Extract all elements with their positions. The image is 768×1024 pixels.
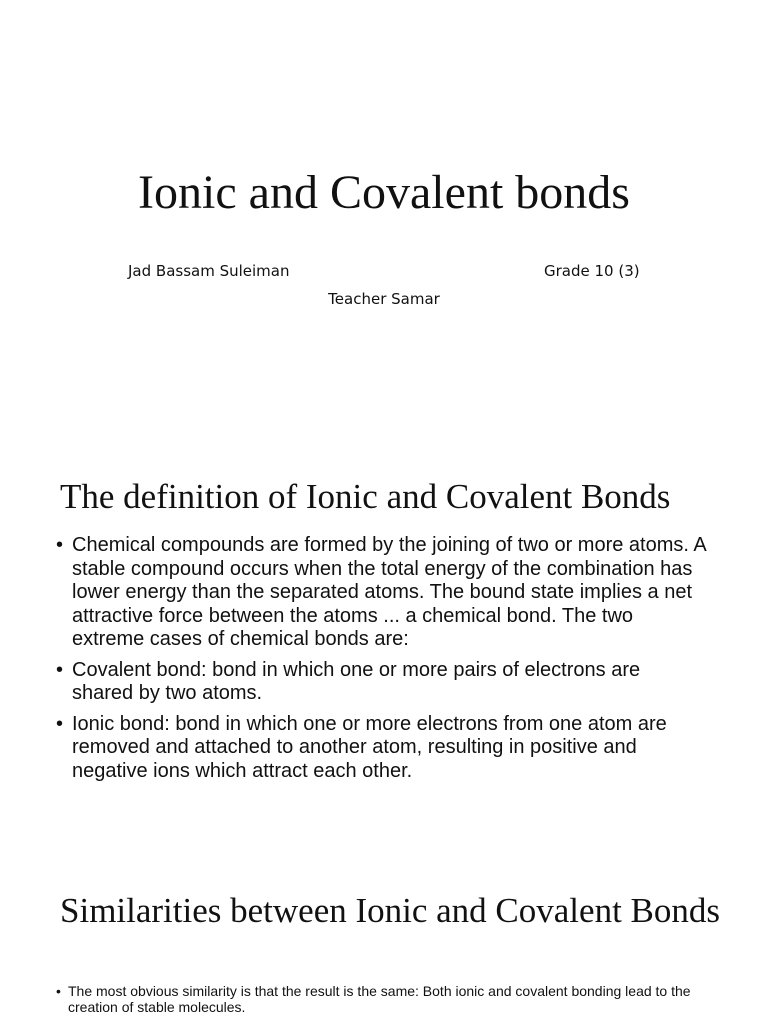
definition-heading: The definition of Ionic and Covalent Bonds xyxy=(60,477,671,516)
slide-title: Ionic and Covalent bonds xyxy=(138,166,630,219)
list-item xyxy=(56,713,706,784)
teacher-name: Teacher Samar xyxy=(328,290,440,308)
list-item xyxy=(56,983,706,1015)
bullet-text: Covalent bond: bond in which one or more pairs of electrons are shared by two atoms. xyxy=(72,658,641,704)
bullet-text: The most obvious similarity is that the result is the same: Both ionic and covalent bonding lead to the creation of stable molecules. xyxy=(68,983,691,1015)
bullet-text: Ionic bond: bond in which one or more electrons from one atom are removed and attached to another atom, resulting in positive and negative ions which attract each other. xyxy=(72,712,667,782)
bullet-marker: • xyxy=(56,983,61,999)
list-item xyxy=(56,534,706,652)
bullet-marker: • xyxy=(56,712,64,735)
similarities-slide xyxy=(0,864,768,1024)
similarities-heading: Similarities between Ionic and Covalent Bonds xyxy=(60,891,721,930)
title-slide xyxy=(0,0,768,432)
definition-bullet-list xyxy=(56,534,706,790)
definition-slide xyxy=(0,432,768,864)
bullet-text: Chemical compounds are formed by the joining of two or more atoms. A stable compound occurs when the total energy of the combination has lower energy than the separated atoms. The bound state implies a net attractive force between the atoms ... a chemical bond. The two extreme cases of chemical bonds are: xyxy=(72,534,706,650)
bullet-marker: • xyxy=(56,534,64,556)
grade-label: Grade 10 (3) xyxy=(544,262,640,280)
author-name: Jad Bassam Suleiman xyxy=(128,262,290,280)
bullet-marker: • xyxy=(56,658,64,681)
list-item xyxy=(56,659,706,706)
similarities-bullet-list xyxy=(56,983,706,1020)
